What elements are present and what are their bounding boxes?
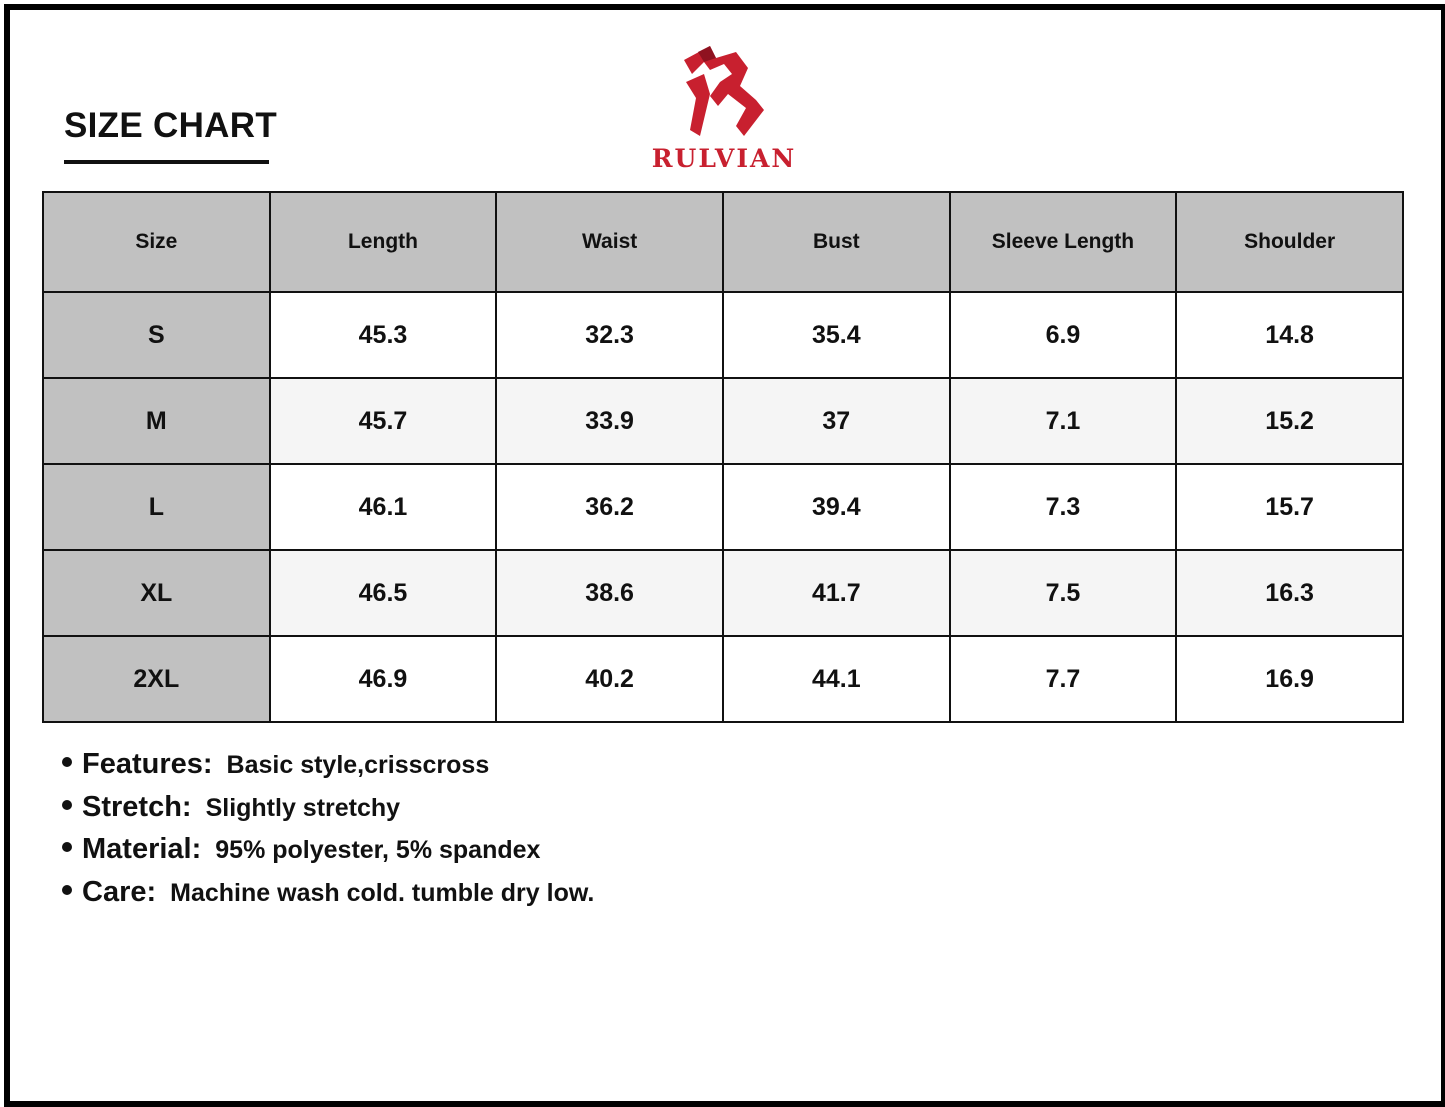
table-row xyxy=(43,464,1403,550)
table-header-row xyxy=(43,192,1403,292)
table-cell: 15.7 xyxy=(1176,464,1403,550)
table-cell: 7.5 xyxy=(950,550,1177,636)
bullet-icon xyxy=(62,800,72,810)
list-item xyxy=(62,876,594,919)
bullet-icon xyxy=(62,885,72,895)
size-cell: M xyxy=(43,378,270,464)
table-cell: 41.7 xyxy=(723,550,950,636)
table-cell: 7.3 xyxy=(950,464,1177,550)
brand-logo xyxy=(638,42,810,182)
table-cell: 35.4 xyxy=(723,292,950,378)
table-cell: 40.2 xyxy=(496,636,723,722)
table-cell: 38.6 xyxy=(496,550,723,636)
bullet-icon xyxy=(62,842,72,852)
feature-value: Machine wash cold. tumble dry low. xyxy=(170,878,595,907)
table-cell: 16.9 xyxy=(1176,636,1403,722)
table-cell: 6.9 xyxy=(950,292,1177,378)
column-header: Size xyxy=(43,192,270,292)
feature-value: 95% polyester, 5% spandex xyxy=(215,836,541,864)
page-title: SIZE CHART xyxy=(64,106,277,145)
table-cell: 37 xyxy=(723,378,950,464)
column-header: Waist xyxy=(496,192,723,292)
table-cell: 14.8 xyxy=(1176,292,1403,378)
table-cell: 16.3 xyxy=(1176,550,1403,636)
feature-label: Care: xyxy=(82,875,157,908)
table-cell: 7.7 xyxy=(950,636,1177,722)
table-cell: 39.4 xyxy=(723,464,950,550)
table-cell: 36.2 xyxy=(496,464,723,550)
size-cell: 2XL xyxy=(43,636,270,722)
list-item xyxy=(62,833,594,876)
table-cell: 46.5 xyxy=(270,550,497,636)
size-cell: S xyxy=(43,292,270,378)
column-header: Sleeve Length xyxy=(950,192,1177,292)
column-header: Shoulder xyxy=(1176,192,1403,292)
list-item xyxy=(62,748,594,791)
list-item xyxy=(62,791,594,834)
feature-value: Basic style,crisscross xyxy=(226,751,490,779)
table-cell: 45.7 xyxy=(270,378,497,464)
table-row xyxy=(43,550,1403,636)
table-cell: 7.1 xyxy=(950,378,1177,464)
table-cell: 15.2 xyxy=(1176,378,1403,464)
table-row xyxy=(43,636,1403,722)
table-row xyxy=(43,292,1403,378)
table-cell: 46.1 xyxy=(270,464,497,550)
table-cell: 46.9 xyxy=(270,636,497,722)
feature-value: Slightly stretchy xyxy=(205,793,401,822)
title-underline xyxy=(64,160,269,164)
bullet-icon xyxy=(62,757,72,767)
feature-label: Features: xyxy=(82,748,213,780)
feature-label: Stretch: xyxy=(82,790,192,823)
table-row xyxy=(43,378,1403,464)
table-cell: 33.9 xyxy=(496,378,723,464)
brand-name: RULVIAN xyxy=(651,144,797,173)
size-cell: L xyxy=(43,464,270,550)
column-header: Bust xyxy=(723,192,950,292)
size-cell: XL xyxy=(43,550,270,636)
table-cell: 44.1 xyxy=(723,636,950,722)
table-cell: 45.3 xyxy=(270,292,497,378)
r-logo-icon xyxy=(680,42,770,142)
column-header: Length xyxy=(270,192,497,292)
feature-list xyxy=(62,748,594,918)
size-table xyxy=(42,191,1404,723)
feature-label: Material: xyxy=(82,833,202,865)
table-cell: 32.3 xyxy=(496,292,723,378)
